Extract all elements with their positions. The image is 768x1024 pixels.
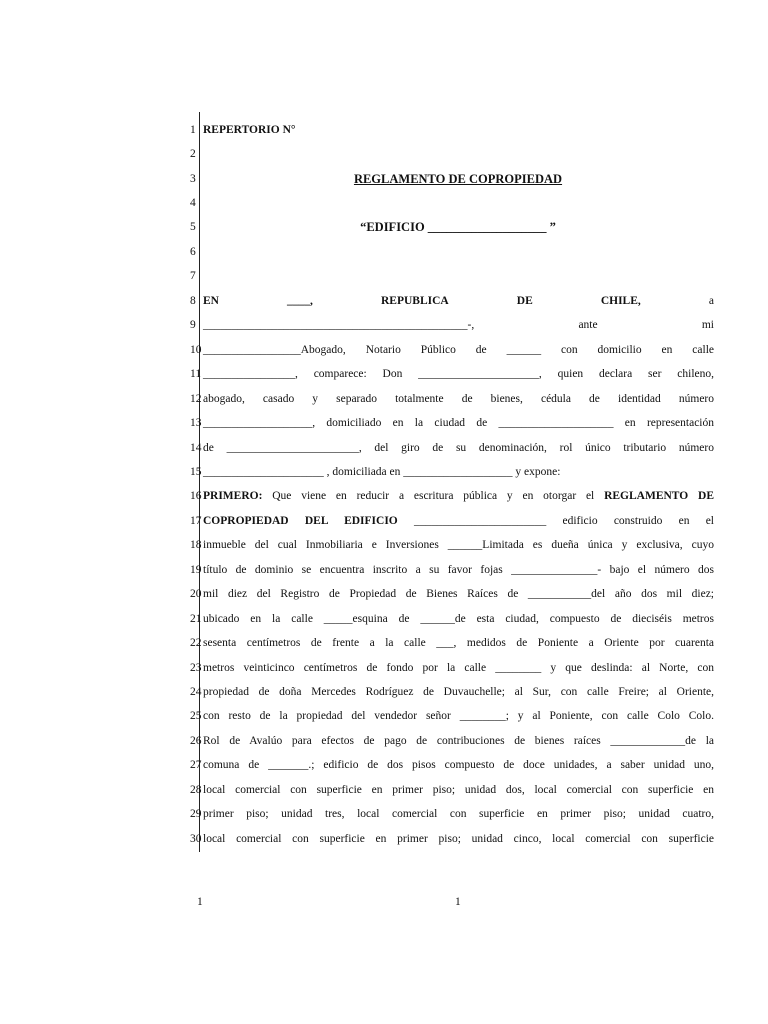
- page-number: 1: [455, 896, 461, 908]
- line-number: 23: [190, 662, 202, 674]
- word: REPUBLICA: [380, 295, 449, 307]
- body-line-8: [203, 291, 714, 311]
- primero-label: PRIMERO:: [203, 490, 263, 502]
- body-line-20: mil diez del Registro de Propiedad de Bienes Raíces de ___________del año dos mil diez;: [203, 588, 714, 600]
- footer-left-number: 1: [197, 896, 203, 908]
- body-line-11: ________________, comparece: Don _____________________, quien declara ser chileno,: [203, 368, 714, 380]
- line-number: 17: [190, 515, 202, 527]
- line-number: 24: [190, 686, 202, 698]
- repertorio-heading: REPERTORIO N°: [203, 124, 296, 136]
- word: ante: [578, 319, 598, 331]
- line-bold-end: REGLAMENTO DE: [604, 490, 714, 502]
- body-line-25: con resto de la propiedad del vendedor señor ________; y al Poniente, con calle Colo Colo.: [203, 710, 714, 722]
- line-number: 8: [190, 295, 196, 307]
- line-number: 9: [190, 319, 196, 331]
- body-line-21: ubicado en la calle _____esquina de ______de esta ciudad, compuesto de dieciséis metros: [203, 613, 714, 625]
- body-line-24: propiedad de doña Mercedes Rodríguez de Duvauchelle; al Sur, con calle Freire; al Oriente,: [203, 686, 714, 698]
- word: DE: [516, 295, 533, 307]
- body-line-16: [203, 486, 714, 506]
- line-number: 28: [190, 784, 202, 796]
- body-line-15: _____________________ , domiciliada en ___________________ y expone:: [203, 466, 561, 478]
- line-number: 1: [190, 124, 196, 136]
- word: CHILE,: [600, 295, 641, 307]
- line-number: 18: [190, 539, 202, 551]
- line-text: _______________________ edificio construido en el: [397, 515, 714, 527]
- line-number: 7: [190, 270, 196, 282]
- body-line-12: abogado, casado y separado totalmente de bienes, cédula de identidad número: [203, 393, 714, 405]
- line-number: 3: [190, 173, 196, 185]
- body-line-18: inmueble del cual Inmobiliaria e Inversiones ______Limitada es dueña única y exclusiva, cuyo: [203, 539, 714, 551]
- title-text: REGLAMENTO DE COPROPIEDAD: [353, 172, 563, 186]
- line-text: Que viene en reducir a escritura pública y en otorgar el: [262, 490, 605, 502]
- line-number: 27: [190, 759, 202, 771]
- body-line-26: Rol de Avalúo para efectos de pago de contribuciones de bienes raíces _____________de la: [203, 735, 714, 747]
- body-line-28: local comercial con superficie en primer piso; unidad dos, local comercial con superficie en: [203, 784, 714, 796]
- body-line-14: de _______________________, del giro de su denominación, rol único tributario número: [203, 442, 714, 454]
- body-line-13: ___________________, domiciliado en la ciudad de ____________________ en representación: [203, 417, 714, 429]
- line-number: 20: [190, 588, 202, 600]
- word: ______________________________________________-,: [203, 319, 475, 331]
- line-number: 21: [190, 613, 202, 625]
- line-number: 14: [190, 442, 202, 454]
- word: ____,: [287, 295, 313, 307]
- line-number: 26: [190, 735, 202, 747]
- edificio-text: “EDIFICIO ___________________ ”: [360, 220, 556, 234]
- line-number: 10: [190, 344, 202, 356]
- line-number: 4: [190, 197, 196, 209]
- line-number: 12: [190, 393, 202, 405]
- line-number: 30: [190, 833, 202, 845]
- body-line-30: local comercial con superficie en primer piso; unidad cinco, local comercial con superficie: [203, 833, 714, 845]
- line-bold-start: COPROPIEDAD DEL EDIFICIO: [203, 515, 398, 527]
- edificio-heading: [200, 217, 716, 237]
- body-line-9: [203, 315, 714, 335]
- body-line-22: sesenta centímetros de frente a la calle ___, medidos de Poniente a Oriente por cuarenta: [203, 637, 714, 649]
- line-number: 11: [190, 368, 202, 380]
- word: a: [708, 295, 714, 307]
- line-number: 22: [190, 637, 202, 649]
- body-line-29: primer piso; unidad tres, local comercial con superficie en primer piso; unidad cuatro,: [203, 808, 714, 820]
- line-number: 15: [190, 466, 202, 478]
- body-line-10: _________________Abogado, Notario Público de ______ con domicilio en calle: [203, 344, 714, 356]
- line-number: 16: [190, 490, 202, 502]
- line-number: 6: [190, 246, 196, 258]
- line-number: 19: [190, 564, 202, 576]
- body-line-19: título de dominio se encuentra inscrito a su favor fojas _______________- bajo el número dos: [203, 564, 714, 576]
- line-number: 5: [190, 221, 196, 233]
- body-line-27: comuna de _______.; edificio de dos pisos compuesto de doce unidades, a saber unidad uno,: [203, 759, 714, 771]
- word: mi: [701, 319, 714, 331]
- line-number: 25: [190, 710, 202, 722]
- body-line-23: metros veinticinco centímetros de fondo por la calle ________ y que deslinda: al Norte, con: [203, 662, 714, 674]
- page-title: [200, 169, 716, 189]
- body-line-17: [203, 511, 714, 531]
- line-number: 2: [190, 148, 196, 160]
- line-number: 13: [190, 417, 202, 429]
- line-number: 29: [190, 808, 202, 820]
- word: EN: [203, 295, 219, 307]
